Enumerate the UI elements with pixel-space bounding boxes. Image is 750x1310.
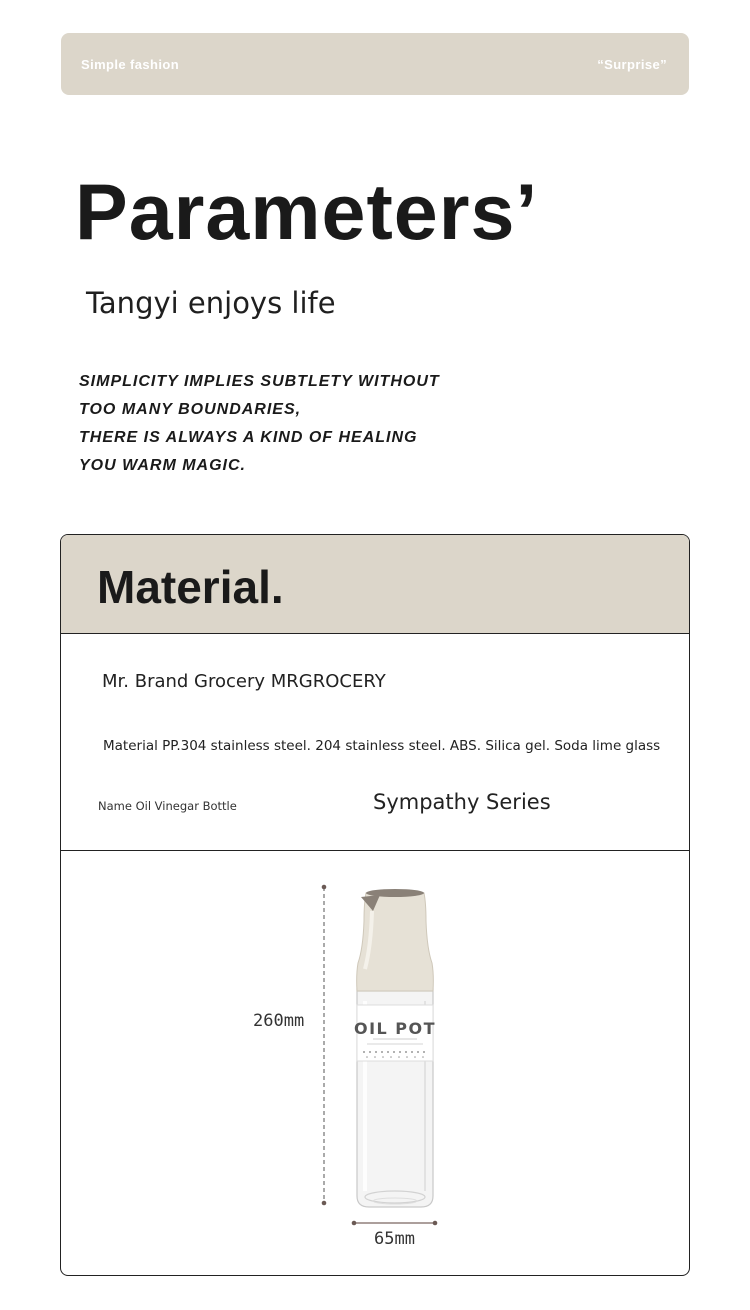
product-name-text: Name Oil Vinegar Bottle (98, 799, 237, 813)
bottle-label (354, 1005, 436, 1061)
tagline-line: TOO MANY BOUNDARIES, (79, 401, 302, 418)
tagline-line: THERE IS ALWAYS A KIND OF HEALING (79, 429, 418, 446)
banner-left-text: Simple fashion (81, 57, 180, 72)
material-card-header (61, 535, 689, 634)
bottle-cap (357, 889, 434, 991)
product-figure (61, 851, 689, 1275)
width-dimension-label: 65mm (374, 1229, 415, 1249)
bottle-drawing (61, 851, 689, 1275)
page-subtitle: Tangyi enjoys life (86, 286, 336, 320)
material-heading: Material. (97, 561, 284, 613)
banner-right-text: “Surprise” (597, 57, 667, 72)
material-text: Material PP.304 stainless steel. 204 stainless steel. ABS. Silica gel. Soda lime glass (103, 738, 661, 754)
brand-text: Mr. Brand Grocery MRGROCERY (102, 671, 386, 692)
series-text: Sympathy Series (373, 790, 551, 814)
material-info (61, 634, 689, 851)
tagline (79, 368, 440, 480)
tagline-line: YOU WARM MAGIC. (79, 457, 246, 474)
page-title: Parameters’ (75, 167, 539, 256)
width-dimension-line (352, 1221, 438, 1226)
height-dimension-line (322, 885, 327, 1206)
bottle-label-text: OIL POT (353, 1019, 437, 1038)
tagline-line: SIMPLICITY IMPLIES SUBTLETY WITHOUT (79, 373, 440, 390)
material-card (60, 534, 690, 1276)
height-dimension-label: 260mm (253, 1011, 305, 1031)
top-banner (61, 33, 689, 95)
